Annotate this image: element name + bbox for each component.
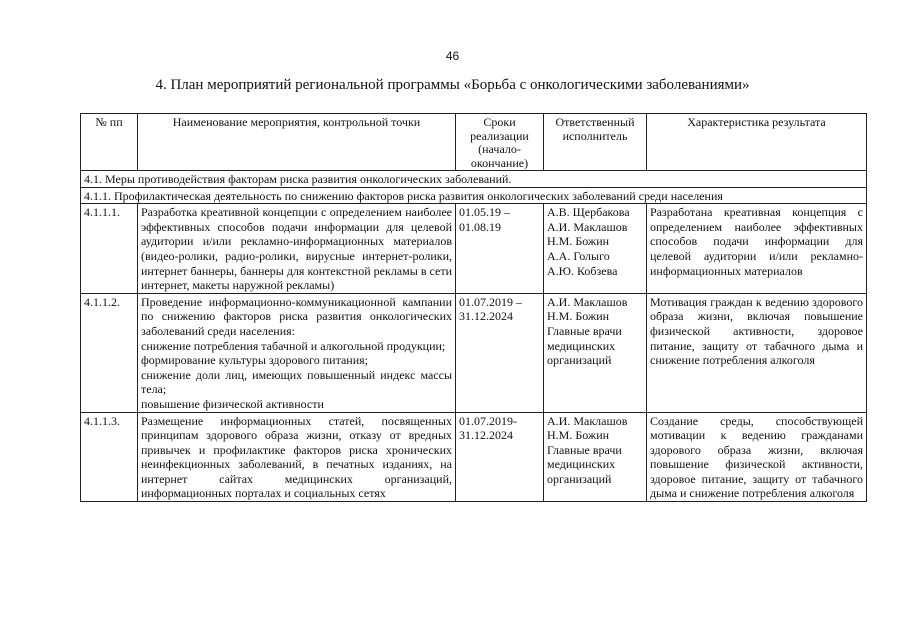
section-heading: 4.1. Меры противодействия факторам риска развития онкологических заболеваний. bbox=[81, 171, 867, 188]
activity-name bbox=[138, 293, 456, 412]
row-number: 4.1.1.3. bbox=[81, 412, 138, 502]
header-name: Наименование мероприятия, контрольной точки bbox=[138, 114, 456, 171]
date-end: 31.12.2024 bbox=[459, 428, 513, 443]
executor: А.А. Голыго bbox=[547, 248, 610, 263]
executor: медицинских bbox=[547, 338, 616, 353]
executor: медицинских bbox=[547, 457, 616, 472]
executor: А.В. Щербакова bbox=[547, 205, 630, 220]
activity-name-item: повышение физической активности bbox=[141, 396, 324, 411]
row-number: 4.1.1.2. bbox=[81, 293, 138, 412]
activity-name-item: снижение доли лиц, имеющих повышенный индекс массы тела; bbox=[141, 367, 452, 397]
section-row bbox=[81, 171, 867, 188]
plan-table bbox=[80, 113, 867, 502]
activity-name-intro: Проведение информационно-коммуникационной кампании по снижению факторов риска развития онкологических заболеваний среди населения: bbox=[141, 294, 452, 338]
date-end: 31.12.2024 bbox=[459, 309, 513, 324]
executor: организаций bbox=[547, 353, 612, 368]
table-row bbox=[81, 412, 867, 502]
activity-result: Создание среды, способствующей мотивации к ведению гражданами здорового образа жизни, включая повышение физической активности, здоровое питание, защиту от табачного дыма и снижение потребления алкоголя bbox=[647, 412, 867, 502]
activity-dates bbox=[456, 204, 544, 294]
date-start: 01.05.19 – bbox=[459, 205, 510, 220]
date-end: 01.08.19 bbox=[459, 219, 501, 234]
executor: Главные врачи bbox=[547, 442, 622, 457]
executor: А.Ю. Кобзева bbox=[547, 263, 618, 278]
executor: А.И. Маклашов bbox=[547, 294, 628, 309]
activity-result: Мотивация граждан к ведению здорового образа жизни, включая повышение физической активности, здоровое питание, защиту от табачного дыма и снижение потребления алкоголя bbox=[647, 293, 867, 412]
subsection-heading: 4.1.1. Профилактическая деятельность по снижению факторов риска развития онкологических заболеваний среди населения bbox=[81, 187, 867, 204]
executor: организаций bbox=[547, 471, 612, 486]
header-result: Характеристика результата bbox=[647, 114, 867, 171]
executor: Главные врачи bbox=[547, 323, 622, 338]
executor: А.И. Маклашов bbox=[547, 219, 628, 234]
executor: Н.М. Божин bbox=[547, 428, 610, 443]
table-row bbox=[81, 293, 867, 412]
activity-executors bbox=[544, 412, 647, 502]
activity-name: Размещение информационных статей, посвященных принципам здорового образа жизни, отказу от вредных привычек и профилактике факторов риска хронических неинфекционных заболеваний, в печатных изданиях, на интернет сайтах медицинских организаций, информационных порталах и социальных сетях bbox=[138, 412, 456, 502]
activity-dates bbox=[456, 412, 544, 502]
header-number: № пп bbox=[81, 114, 138, 171]
activity-executors bbox=[544, 204, 647, 294]
page-number: 46 bbox=[445, 49, 460, 63]
executor: А.И. Маклашов bbox=[547, 413, 628, 428]
executor: Н.М. Божин bbox=[547, 234, 610, 249]
table-header-row bbox=[81, 114, 867, 171]
date-start: 01.07.2019- bbox=[459, 413, 517, 428]
table-row bbox=[81, 204, 867, 294]
subsection-row bbox=[81, 187, 867, 204]
activity-name: Разработка креативной концепции с определением наиболее эффективных способов подачи информации для целевой аудитории и/или рекламно-информационных материалов (видео-ролики, радио-ролики, вирусные интернет-ролики, интернет баннеры, баннеры для контекстной рекламы в сети интернет, макеты наружной рекламы) bbox=[138, 204, 456, 294]
page-title: 4. План мероприятий региональной программы «Борьба с онкологическими заболеваниями» bbox=[155, 77, 750, 93]
header-executor: Ответственный исполнитель bbox=[544, 114, 647, 171]
activity-result: Разработана креативная концепция с определением наиболее эффективных способов подачи информации для целевой аудитории и/или рекламно-информационных материалов bbox=[647, 204, 867, 294]
header-dates: Сроки реализации (начало-окончание) bbox=[456, 114, 544, 171]
activity-dates bbox=[456, 293, 544, 412]
executor: Н.М. Божин bbox=[547, 309, 610, 324]
date-start: 01.07.2019 – bbox=[459, 294, 522, 309]
activity-name-item: снижение потребления табачной и алкогольной продукции; bbox=[141, 338, 446, 353]
row-number: 4.1.1.1. bbox=[81, 204, 138, 294]
activity-executors bbox=[544, 293, 647, 412]
activity-name-item: формирование культуры здорового питания; bbox=[141, 353, 368, 368]
